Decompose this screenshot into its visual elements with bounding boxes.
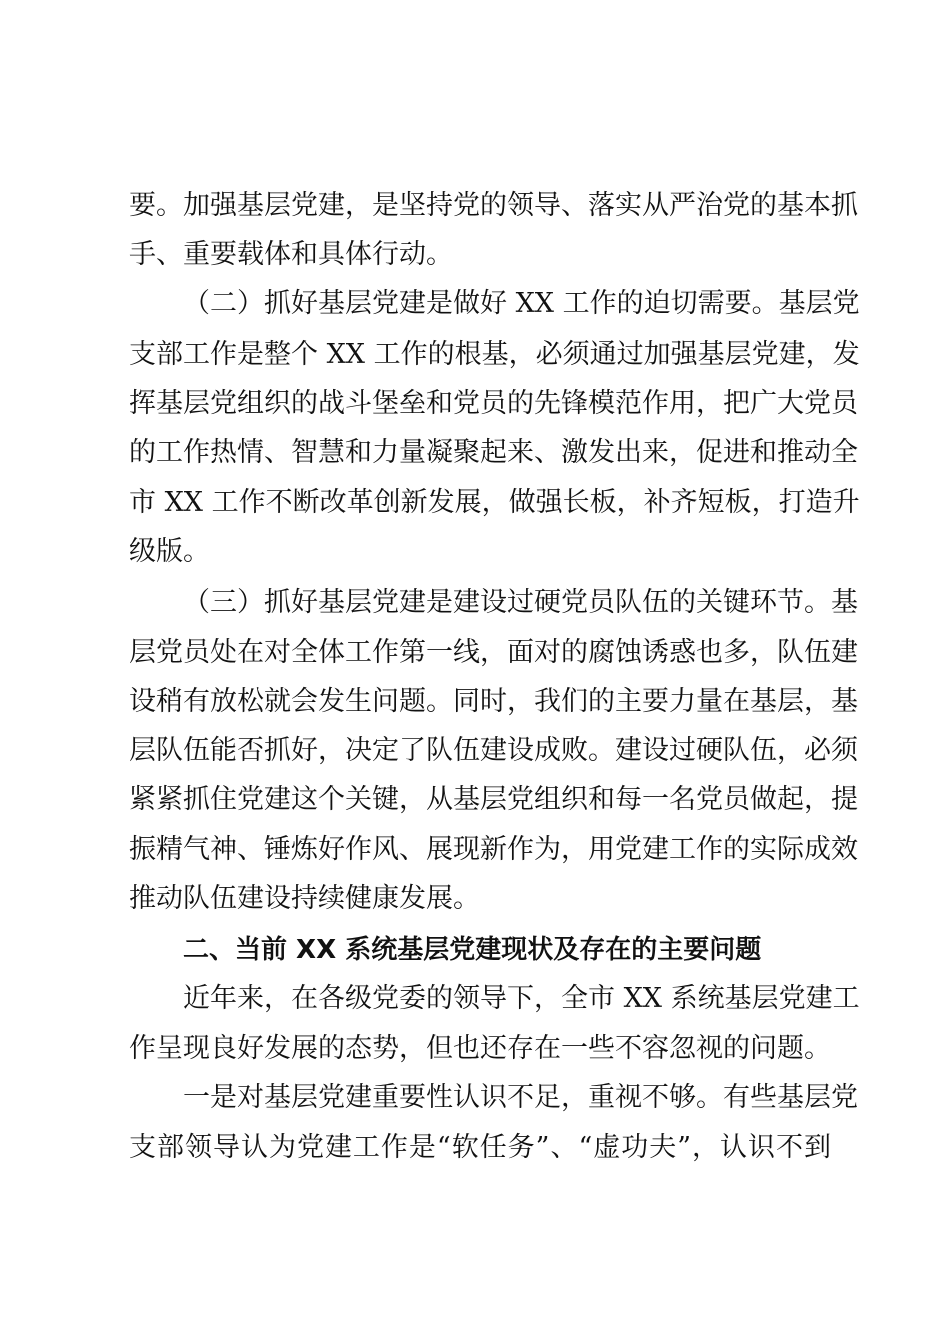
text-line: （二）抓好基层党建是做好 XX 工作的迫切需要。基层党 [183,288,860,319]
text-line: 支部工作是整个 XX 工作的根基，必须通过加强基层党建，发 [129,339,860,370]
text-line: （三）抓好基层党建是建设过硬党员队伍的关键环节。基 [183,587,858,618]
text-line: 的工作热情、智慧和力量凝聚起来、激发出来，促进和推动全 [129,437,858,468]
text-line: 作呈现良好发展的态势，但也还存在一些不容忽视的问题。 [129,1033,831,1064]
text-line: 紧紧抓住党建这个关键，从基层党组织和每一名党员做起，提 [129,784,858,815]
text-line: 设稍有放松就会发生问题。同时，我们的主要力量在基层，基 [129,686,858,717]
text-line: 层党员处在对全体工作第一线，面对的腐蚀诱惑也多，队伍建 [129,637,858,668]
text-line: 手、重要载体和具体行动。 [129,239,453,270]
text-line: 层队伍能否抓好，决定了队伍建设成败。建设过硬队伍，必须 [129,735,858,766]
text-line: 挥基层党组织的战斗堡垒和党员的先锋模范作用，把广大党员 [129,388,858,419]
text-line: 级版。 [129,536,210,567]
text-line: 市 XX 工作不断改革创新发展，做强长板，补齐短板，打造升 [129,487,860,518]
text-line: 支部领导认为党建工作是“软任务”、“虚功夫”，认识不到 [129,1132,831,1163]
section-heading: 二、当前 XX 系统基层党建现状及存在的主要问题 [183,935,762,965]
text-line: 推动队伍建设持续健康发展。 [129,883,480,914]
text-line: 振精气神、锤炼好作风、展现新作为，用党建工作的实际成效 [129,834,858,865]
text-line: 一是对基层党建重要性认识不足，重视不够。有些基层党 [183,1082,858,1113]
text-line: 近年来，在各级党委的领导下，全市 XX 系统基层党建工 [183,983,860,1014]
text-line: 要。加强基层党建，是坚持党的领导、落实从严治党的基本抓 [129,190,858,221]
